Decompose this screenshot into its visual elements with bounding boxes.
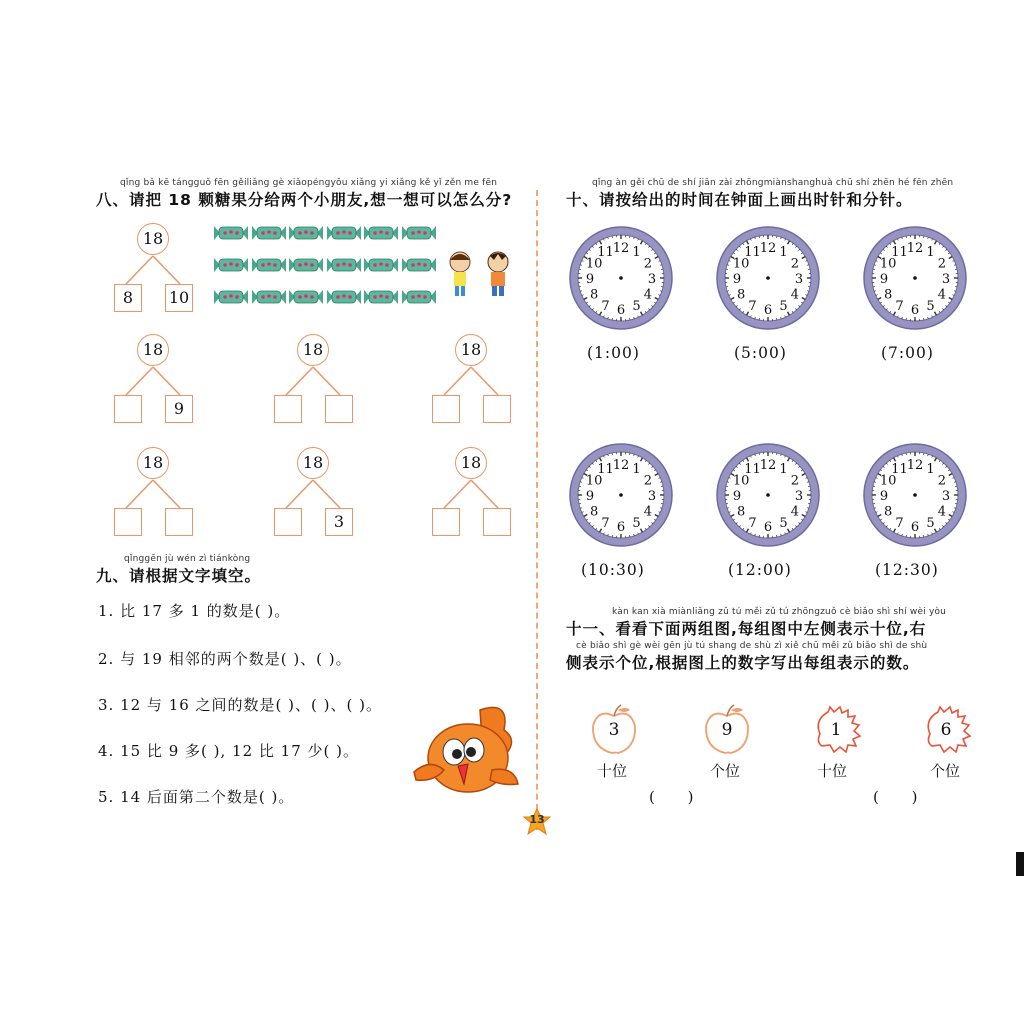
part-box-left[interactable]: [432, 508, 460, 536]
total-circle: 18: [297, 334, 329, 366]
part-box-right: 10: [165, 284, 193, 312]
part-box-right[interactable]: [325, 395, 353, 423]
clock-face-icon[interactable]: [567, 441, 675, 549]
tens-digit: 1: [830, 720, 842, 740]
candy-icon: [327, 288, 361, 306]
clock-number: 1: [632, 245, 641, 261]
clock-time-label: (12:30): [875, 561, 939, 579]
part-box-right[interactable]: [483, 395, 511, 423]
part-box-left[interactable]: [114, 395, 142, 423]
clock-number: 8: [590, 287, 599, 303]
candy-icon: [364, 256, 398, 274]
part-box-left[interactable]: [432, 395, 460, 423]
clock-number: 8: [590, 504, 599, 520]
leaf-ones: [920, 704, 972, 756]
clock-number: 2: [937, 473, 946, 489]
clock-number: 4: [937, 287, 946, 303]
clock-number: 8: [737, 504, 746, 520]
clock-number: 5: [779, 515, 788, 531]
q10-title: 十、请按给出的时间在钟面上画出时针和分针。: [566, 191, 913, 209]
clock-time-label: (1:00): [587, 344, 640, 362]
clock-number: 6: [910, 303, 920, 318]
clock-number: 4: [790, 287, 799, 303]
clock-time-label: (10:30): [581, 561, 645, 579]
clock-number: 6: [763, 303, 773, 318]
total-circle: 18: [137, 223, 169, 255]
branch-lines: [436, 478, 506, 510]
clock-number: 10: [585, 473, 603, 489]
bird-mascot-icon: [410, 700, 522, 800]
clock-number: 2: [937, 256, 946, 272]
clock-number: 9: [732, 489, 742, 504]
ones-label: 个位: [710, 762, 741, 780]
part-box-left[interactable]: [274, 508, 302, 536]
clock-number: 4: [643, 504, 652, 520]
clock-number: 3: [794, 272, 804, 287]
page-number-badge: [522, 808, 552, 836]
branch-lines: [118, 254, 188, 286]
clock-number: 12: [612, 241, 630, 256]
q11-pinyin-line1: kàn kan xià miànliǎng zǔ tú měi zǔ tú zhōngzuǒ cè biǎo shì shí wèi yòu: [612, 607, 947, 617]
q9-item-3: 3. 12 与 16 之间的数是( )、( )、( )。: [98, 696, 382, 714]
apple-tens: [588, 704, 640, 756]
part-box-left[interactable]: [274, 395, 302, 423]
clock-number: 8: [884, 287, 893, 303]
clock-number: 11: [744, 245, 761, 261]
clock-number: 11: [891, 462, 908, 478]
candy-icon: [364, 288, 398, 306]
clock-number: 10: [732, 256, 750, 272]
answer-blank-2[interactable]: ( ): [873, 788, 932, 806]
clock-number: 8: [884, 504, 893, 520]
q9-item-5: 5. 14 后面第二个数是( )。: [98, 788, 295, 806]
edge-mark: [1016, 852, 1024, 876]
ones-label: 个位: [930, 762, 961, 780]
clock-number: 5: [926, 298, 935, 314]
clock-number: 9: [585, 489, 595, 504]
tens-label: 十位: [817, 762, 848, 780]
total-circle: 18: [455, 334, 487, 366]
clock-number: 12: [759, 241, 777, 256]
branch-lines: [118, 478, 188, 510]
clock-number: 2: [790, 473, 799, 489]
q11-title-line1: 十一、看看下面两组图,每组图中左侧表示十位,右: [566, 620, 927, 638]
total-circle: 18: [297, 447, 329, 479]
ones-digit: 9: [721, 720, 733, 740]
candy-icon: [327, 256, 361, 274]
candy-icon: [289, 224, 323, 242]
clock-number: 5: [779, 298, 788, 314]
clock-time-label: (12:00): [728, 561, 792, 579]
candy-icon: [214, 224, 248, 242]
q8-title: 八、请把 18 颗糖果分给两个小朋友,想一想可以怎么分?: [96, 191, 513, 209]
part-box-right[interactable]: 3: [325, 508, 353, 536]
q9-pinyin: qǐnggēn jù wén zì tiánkòng: [124, 554, 251, 564]
clock-number: 1: [926, 462, 935, 478]
part-box-right[interactable]: 9: [165, 395, 193, 423]
clock-number: 7: [895, 298, 904, 314]
clock-number: 4: [790, 504, 799, 520]
clock-number: 8: [737, 287, 746, 303]
clock-number: 3: [647, 489, 657, 504]
clock-number: 4: [937, 504, 946, 520]
clock-number: 11: [744, 462, 761, 478]
answer-blank-1[interactable]: ( ): [649, 788, 708, 806]
clock-number: 7: [748, 298, 757, 314]
clock-number: 12: [759, 458, 777, 473]
q9-item-2: 2. 与 19 相邻的两个数是( )、( )。: [98, 650, 352, 668]
branch-lines: [118, 365, 188, 397]
leaf-tens: [810, 704, 862, 756]
candy-icon: [402, 224, 436, 242]
tens-digit: 3: [608, 720, 620, 740]
clock-number: 3: [794, 489, 804, 504]
clock-face-icon[interactable]: [714, 441, 822, 549]
children-illustration: [446, 248, 518, 300]
clock-time-label: (5:00): [734, 344, 787, 362]
candy-icon: [402, 288, 436, 306]
clock-number: 9: [879, 272, 889, 287]
clock-number: 11: [891, 245, 908, 261]
clock-number: 9: [732, 272, 742, 287]
clock-number: 2: [643, 473, 652, 489]
candy-icon: [252, 288, 286, 306]
clock-number: 2: [643, 256, 652, 272]
part-box-right[interactable]: [165, 508, 193, 536]
candy-icon: [289, 288, 323, 306]
total-circle: 18: [137, 447, 169, 479]
clock-number: 10: [585, 256, 603, 272]
clock-number: 5: [632, 515, 641, 531]
clock-number: 3: [941, 489, 951, 504]
clock-number: 12: [906, 458, 924, 473]
clock-number: 3: [941, 272, 951, 287]
candy-icon: [214, 288, 248, 306]
clock-number: 10: [879, 473, 897, 489]
clock-number: 11: [597, 462, 614, 478]
clock-number: 7: [895, 515, 904, 531]
clock-number: 1: [779, 245, 788, 261]
clock-number: 1: [632, 462, 641, 478]
q11-pinyin-line2: cè biǎo shì gè wèi gēn jù tú shang de shù zì xiě chū měi zǔ biǎo shì de shù: [576, 641, 928, 651]
q9-item-4: 4. 15 比 9 多( ), 12 比 17 少( )。: [98, 742, 359, 760]
clock-number: 12: [906, 241, 924, 256]
clock-face-icon[interactable]: [861, 224, 969, 332]
clock-time-label: (7:00): [881, 344, 934, 362]
clock-face-icon[interactable]: [567, 224, 675, 332]
part-box-right[interactable]: [483, 508, 511, 536]
q9-title: 九、请根据文字填空。: [96, 567, 262, 585]
q10-pinyin: qǐng àn gěi chū de shí jiān zài zhōngmiànshanghuà chū shí zhēn hé fēn zhēn: [592, 178, 954, 188]
clock-number: 2: [790, 256, 799, 272]
clock-number: 1: [779, 462, 788, 478]
clock-number: 7: [601, 298, 610, 314]
tens-label: 十位: [597, 762, 628, 780]
total-circle: 18: [137, 334, 169, 366]
clock-number: 5: [926, 515, 935, 531]
clock-number: 10: [879, 256, 897, 272]
page-divider: [536, 190, 538, 830]
clock-face-icon[interactable]: [861, 441, 969, 549]
branch-lines: [436, 365, 506, 397]
clock-number: 4: [643, 287, 652, 303]
clock-number: 6: [910, 520, 920, 535]
q9-item-1: 1. 比 17 多 1 的数是( )。: [98, 602, 291, 620]
branch-lines: [278, 478, 348, 510]
clock-number: 6: [763, 520, 773, 535]
clock-number: 6: [616, 303, 626, 318]
clock-number: 6: [616, 520, 626, 535]
clock-number: 5: [632, 298, 641, 314]
clock-number: 7: [748, 515, 757, 531]
part-box-left[interactable]: [114, 508, 142, 536]
q11-title-line2: 侧表示个位,根据图上的数字写出每组表示的数。: [566, 654, 920, 672]
candy-icon: [289, 256, 323, 274]
clock-number: 9: [879, 489, 889, 504]
branch-lines: [278, 365, 348, 397]
q8-pinyin: qǐng bǎ kē tángguǒ fēn gěiliǎng gè xiǎopéngyǒu xiǎng yi xiǎng kě yǐ zěn me fēn: [120, 178, 498, 188]
candy-icon: [252, 224, 286, 242]
part-box-left: 8: [114, 284, 142, 312]
ones-digit: 6: [940, 720, 952, 740]
clock-number: 1: [926, 245, 935, 261]
total-circle: 18: [455, 447, 487, 479]
candy-icon: [327, 224, 361, 242]
candy-icon: [402, 256, 436, 274]
candy-icon: [364, 224, 398, 242]
clock-number: 7: [601, 515, 610, 531]
candy-icon: [252, 256, 286, 274]
clock-number: 9: [585, 272, 595, 287]
clock-number: 10: [732, 473, 750, 489]
clock-number: 11: [597, 245, 614, 261]
page-number: 13: [529, 813, 545, 826]
candy-icon: [214, 256, 248, 274]
clock-number: 12: [612, 458, 630, 473]
clock-face-icon[interactable]: [714, 224, 822, 332]
clock-number: 3: [647, 272, 657, 287]
apple-ones: [701, 704, 753, 756]
